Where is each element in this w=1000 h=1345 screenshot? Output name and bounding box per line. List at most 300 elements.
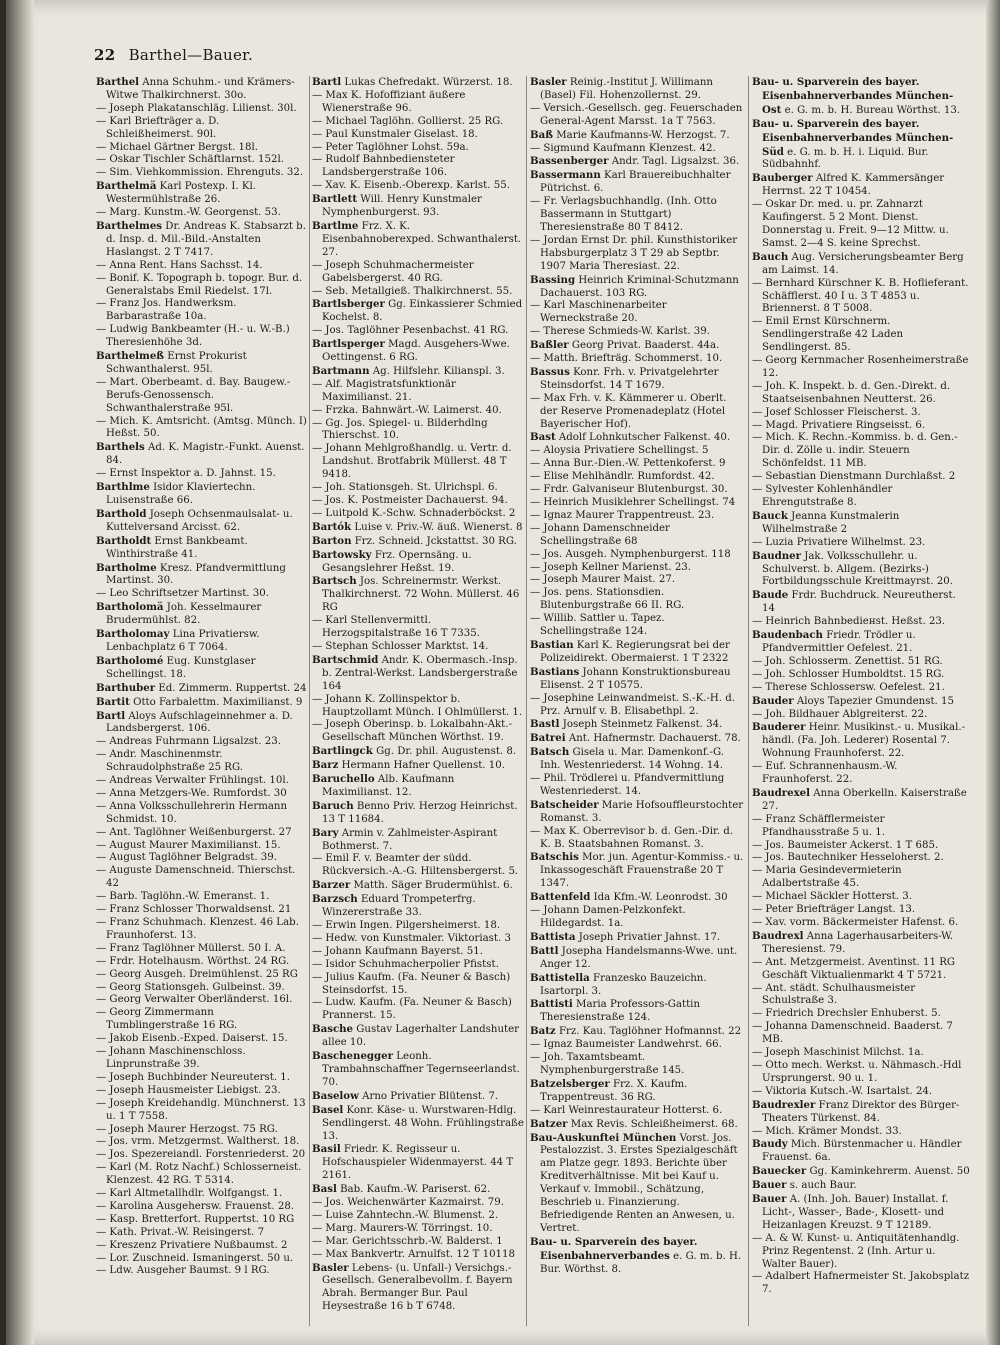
directory-entry: [530, 666, 745, 693]
book-spine: [6, 0, 34, 1345]
entry-surname: Bartlsberger: [312, 298, 385, 311]
entry-details: Bab. Kaufm.-W. Pariserst. 62.: [336, 1184, 491, 1196]
column-rule: [309, 76, 310, 1326]
entry-details: Eduard Trompeterfrg. Winzererstraße 33.: [322, 894, 476, 919]
directory-entry: [312, 694, 524, 720]
directory-entry: [530, 693, 745, 719]
entry-surname: Baudrexel: [752, 786, 811, 799]
entry-details: — Ludwig Bankbeamter (H.- u. W.-B.) Theresienhöhe 3d.: [96, 324, 290, 349]
directory-entry: [96, 1124, 308, 1137]
entry-details: — Georg Kernmacher Rosenheimerstraße 12.: [752, 355, 969, 379]
directory-entry: [312, 116, 524, 129]
entry-details: — Bernhard Kürschner K. B. Hoflieferant. Schäfflerst. 40 I u. 3 T 4853 u. Briennerst. 8 T 5008.: [752, 277, 969, 315]
entry-surname: Bartowsky: [312, 548, 372, 561]
directory-entry: [530, 1078, 745, 1105]
entry-surname: Bau- u. Sparverein des bayer. Eisenbahnerverbandes München-Süd: [752, 117, 954, 158]
entry-details: — Peter Briefträger Langst. 13.: [752, 904, 916, 916]
entry-details: Ernst Prokurist Schwanthalerst. 95l.: [106, 351, 247, 375]
column-4: [752, 76, 970, 1326]
entry-details: Frz. X. Kaufm. Trappentreust. 36 RG.: [540, 1078, 688, 1103]
entry-details: — Ernst Inspektor a. D. Jahnst. 15.: [96, 468, 276, 480]
directory-entry: [752, 1233, 970, 1272]
entry-details: — Ant. städt. Schulhausmeister Schulstraße 3.: [752, 982, 916, 1007]
directory-entry: [752, 1086, 970, 1099]
directory-entry: [312, 933, 524, 946]
directory-entry: [752, 1008, 970, 1021]
entry-details: Arno Privatier Blütenst. 7.: [358, 1090, 499, 1102]
entry-surname: Barzer: [312, 879, 351, 892]
entry-details: Frdr. Buchdruck. Neureutherst. 14: [762, 590, 956, 615]
entry-details: — Johann Maschinenschloss. Linprunstraße 39.: [96, 1046, 246, 1070]
directory-entry: [96, 891, 308, 904]
entry-details: Eug. Kunstglaser Schellingst. 18.: [106, 655, 256, 680]
entry-surname: Barzsch: [312, 893, 358, 906]
entry-details: Karl K. Regierungsrat bei der Polizeidirekt. Obermaierst. 1 T 2322: [540, 639, 730, 664]
entry-details: — Max Bankvertr. Arnulfst. 12 T 10118: [312, 1248, 516, 1260]
entry-details: Andr. Tagl. Ligsalzst. 36.: [608, 156, 740, 168]
entry-details: Konr. Frh. v. Privatgelehrter Steinsdorfst. 14 T 1679.: [540, 366, 719, 391]
entry-details: — Xav. K. Eisenb.-Oberexp. Karlst. 55.: [312, 180, 510, 192]
entry-details: — Leo Schriftsetzer Martinst. 30.: [96, 588, 269, 600]
directory-entry: [96, 142, 308, 155]
entry-surname: Barthuber: [96, 681, 156, 694]
directory-entry: [530, 732, 745, 746]
directory-entry: [96, 749, 308, 775]
entry-details: Maria Professors-Gattin Theresienstraße 124.: [540, 999, 701, 1024]
directory-entry: [96, 601, 308, 628]
directory-entry: [312, 260, 524, 286]
entry-details: Karl Brauereibuchhalter Pütrichst. 6.: [540, 170, 731, 195]
entry-surname: Batz: [530, 1025, 556, 1038]
entry-surname: Barthelmeß: [96, 350, 165, 363]
directory-entry: [530, 826, 745, 852]
directory-entry: [752, 420, 970, 433]
directory-entry: [96, 1253, 308, 1266]
entry-surname: Barthels: [96, 441, 145, 454]
entry-details: — Elise Mehlhändlr. Rumfordst. 42.: [530, 471, 715, 483]
directory-entry: [752, 172, 970, 199]
entry-details: — Kath. Privat.-W. Reisingerst. 7: [96, 1226, 265, 1238]
entry-details: Franz Direktor des Bürger-Theaters Türkenst. 84.: [762, 1099, 960, 1124]
entry-surname: Bassus: [530, 365, 570, 378]
entry-details: — Karl Weinrestaurateur Hotterst. 6.: [530, 1104, 723, 1116]
directory-entry: [96, 1149, 308, 1162]
directory-entry: [96, 682, 308, 696]
entry-details: — Mich. Krämer Mondst. 33.: [752, 1125, 902, 1137]
directory-entry: [312, 1249, 524, 1262]
entry-details: — Franz Taglöhner Müllerst. 50 I. A.: [96, 942, 286, 954]
directory-entry: [96, 1136, 308, 1149]
directory-entry: [752, 917, 970, 930]
directory-entry: [96, 377, 308, 416]
entry-details: — Hedw. von Kunstmaler. Viktoriast. 3: [312, 932, 511, 944]
entry-details: Gg. Kaminkehrerm. Auenst. 50: [806, 1166, 970, 1178]
directory-entry: [312, 180, 524, 193]
directory-entry: [752, 1099, 970, 1126]
entry-surname: Bartmann: [312, 364, 370, 377]
entry-details: Mor. jun. Agentur-Kommiss.- u. Inkassogeschäft Frauenstraße 20 T 1347.: [540, 852, 744, 890]
entry-details: — Aloysia Privatiere Schellingst. 5: [530, 445, 709, 457]
directory-entry: [312, 154, 524, 180]
directory-entry: [312, 365, 524, 379]
directory-entry: [312, 1210, 524, 1223]
entry-details: — Isidor Schuhmacherpolier Pfistst.: [312, 958, 499, 970]
entry-details: — Franz Jos. Handwerksm. Barbarastraße 10a.: [96, 298, 237, 323]
entry-details: Ad. K. Magistr.-Funkt. Auenst. 84.: [106, 442, 305, 467]
entry-details: — Heinrich Musiklehrer Schellingst. 74: [530, 497, 736, 508]
entry-details: — Jos. Taglöhner Pesenbachst. 41 RG.: [312, 325, 509, 337]
entry-details: — Maria Gesindevermieterin Adalbertstraße 45.: [752, 865, 902, 890]
directory-entry: [752, 589, 970, 616]
entry-details: — Peter Taglöhner Lohst. 59a.: [312, 141, 469, 153]
directory-entry: [312, 1236, 524, 1249]
directory-entry: [752, 118, 970, 173]
directory-entry: [530, 339, 745, 353]
entry-details: — Joh. Stationsgeh. St. Ulrichspl. 6.: [312, 482, 498, 494]
entry-details: Magd. Ausgehers-Wwe. Oettingenst. 6 RG.: [322, 339, 510, 364]
entry-details: e. G. m. b. H. Bur. Wörthst. 8.: [540, 1250, 742, 1275]
directory-entry: [530, 746, 745, 773]
entry-surname: Baudner: [752, 549, 801, 562]
directory-entry: [96, 994, 308, 1007]
directory-entry: [752, 761, 970, 787]
directory-entry: [530, 972, 745, 999]
entry-details: — Karolina Ausgehersw. Frauenst. 28.: [96, 1200, 295, 1212]
entry-details: — Karl Stellenvermittl. Herzogspitalstraße 16 T 7335.: [312, 615, 480, 640]
entry-details: — Joseph Kellner Marienst. 23.: [530, 561, 692, 573]
entry-details: — Magd. Privatiere Ringseisst. 6.: [752, 419, 926, 431]
entry-details: Kresz. Pfandvermittlung Martinst. 30.: [106, 562, 286, 587]
entry-details: — Karl Briefträger a. D. Schleißheimerst. 90l.: [96, 115, 220, 140]
directory-entry: [752, 1165, 970, 1179]
entry-details: — Mich. K. Amtsricht. (Amtsg. Münch. I) Heßst. 50.: [96, 415, 307, 440]
entry-details: Otto Farbalettm. Maximilianst. 9: [129, 696, 303, 708]
entry-details: — Kasp. Bretterfort. Ruppertst. 10 RG: [96, 1213, 295, 1225]
entry-details: — Jos. vrm. Metzgermst. Waltherst. 18.: [96, 1136, 300, 1148]
directory-entry: [312, 418, 524, 444]
entry-details: — Joseph Schuhmachermeister Gabelsbergerst. 40 RG.: [312, 259, 474, 284]
entry-details: Isidor Klaviertechn. Luisenstraße 66.: [106, 482, 256, 506]
directory-entry: [96, 154, 308, 167]
entry-surname: Batscheider: [530, 798, 599, 811]
entry-details: Friedr. K. Regisseur u. Hofschauspieler Widenmayerst. 44 T 2161.: [322, 1144, 514, 1182]
entry-surname: Battisti: [530, 998, 573, 1011]
directory-entry: [312, 1262, 524, 1315]
entry-details: — Andr. Maschinenmstr. Schraudolphstraße 25 RG.: [96, 749, 243, 774]
entry-details: — Joh. Schlosser Humboldtst. 15 RG.: [752, 668, 945, 680]
directory-entry: [530, 931, 745, 945]
directory-entry: [530, 497, 745, 510]
entry-details: Gisela u. Mar. Damenkonf.-G. Inh. Westenriederst. 14 Wohng. 14.: [540, 747, 724, 772]
entry-surname: Baß: [530, 128, 553, 141]
directory-entry: [312, 1143, 524, 1183]
entry-surname: Batsch: [530, 746, 570, 759]
directory-entry: [312, 1197, 524, 1210]
entry-details: — Luise Zahntechn.-W. Blumenst. 2.: [312, 1209, 499, 1221]
entry-surname: Barthelmes: [96, 219, 163, 232]
entry-details: — Marg. Maurers-W. Törringst. 10.: [312, 1222, 493, 1234]
entry-surname: Bauer: [752, 1179, 787, 1192]
entry-surname: Battista: [530, 930, 576, 943]
entry-details: — Friedrich Drechsler Enhuberst. 5.: [752, 1008, 941, 1020]
directory-entry: [530, 143, 745, 156]
directory-entry: [96, 1188, 308, 1201]
directory-entry: [312, 142, 524, 155]
directory-entry: [96, 273, 308, 299]
entry-details: — Joseph Maschinist Milchst. 1a.: [752, 1047, 924, 1059]
entry-surname: Baude: [752, 589, 789, 602]
entry-details: — Anna Rent. Hans Sachsst. 14.: [96, 259, 263, 271]
entry-details: Ed. Zimmerm. Ruppertst. 24: [155, 682, 307, 694]
directory-entry: [312, 893, 524, 920]
directory-entry: [752, 840, 970, 853]
directory-entry: [96, 441, 308, 468]
entry-details: — Karl Maschinenarbeiter Werneckstraße 20.: [530, 300, 667, 325]
entry-details: Heinrich Kriminal-Schutzmann Dachauerst. 103 RG.: [540, 274, 739, 299]
entry-surname: Barthel: [96, 76, 140, 88]
entry-details: — Stephan Schlosser Marktst. 14.: [312, 640, 489, 652]
entry-details: — Ant. Metzgermeist. Aventinst. 11 RG Geschäft Viktualienmarkt 4 T 5721.: [752, 956, 956, 981]
entry-details: — Erwin Ingen. Pilgersheimerst. 18.: [312, 920, 501, 931]
entry-details: — Jakob Eisenb.-Exped. Daiserst. 15.: [96, 1033, 288, 1045]
directory-entry: [530, 718, 745, 732]
directory-entry: [530, 103, 745, 129]
directory-entry: [530, 1025, 745, 1039]
entry-surname: Bastl: [530, 718, 560, 731]
directory-entry: [312, 972, 524, 998]
directory-entry: [752, 537, 970, 550]
entry-details: — Versich.-Gesellsch. geg. Feuerschaden General-Agent Marsst. 1a T 7563.: [530, 102, 743, 127]
directory-entry: [530, 366, 745, 393]
directory-entry: [752, 682, 970, 695]
entry-details: — Joseph Maurer Maist. 27.: [530, 574, 676, 586]
entry-surname: Baselow: [312, 1089, 359, 1102]
directory-entry: [752, 891, 970, 904]
entry-details: — Johann Mehlgroßhandlg. u. Vertr. d. Landshut. Brotfabrik Müllerst. 48 T 9418.: [312, 443, 512, 481]
directory-entry: [312, 1104, 524, 1144]
entry-surname: Batrei: [530, 732, 566, 745]
entry-details: — Therese Schlossersw. Oefelest. 21.: [752, 681, 945, 693]
entry-details: Max Revis. Schleißheimerst. 68.: [567, 1118, 738, 1130]
entry-details: — Adalbert Hafnermeister St. Jakobsplatz 7.: [752, 1271, 970, 1296]
directory-entry: [530, 562, 745, 575]
directory-entry: [752, 616, 970, 629]
entry-details: — Jordan Ernst Dr. phil. Kunsthistoriker Habsburgerplatz 3 T 29 ab Septbr. 1907 Maria Theresiast. 22.: [530, 234, 738, 272]
entry-details: — Sigmund Kaufmann Klenzest. 42.: [530, 142, 716, 154]
directory-entry: [530, 613, 745, 639]
directory-entry: [312, 827, 524, 854]
directory-entry: [752, 1060, 970, 1086]
entry-details: Will. Henry Kunstmaler Nymphenburgerst. 93.: [322, 194, 482, 219]
entry-details: — Georg Stationsgeh. Gulbeinst. 39.: [96, 981, 285, 993]
entry-details: — Otto mech. Werkst. u. Nähmasch.-Hdl Ursprungerst. 90 u. 1.: [752, 1059, 962, 1084]
entry-surname: Bartsch: [312, 575, 357, 588]
entry-details: Mich. Bürstenmacher u. Händler Frauenst. 6a.: [762, 1139, 962, 1164]
entry-details: Lukas Chefredakt. Würzerst. 18.: [341, 77, 513, 88]
entry-details: — Josephine Leinwandmeist. S.-K.-H. d. Prz. Arnulf v. B. Elisabethpl. 2.: [530, 692, 736, 717]
directory-entry: [530, 587, 745, 613]
entry-details: Alb. Kaufmann Maximilianst. 12.: [322, 774, 455, 798]
directory-entry: [96, 324, 308, 350]
directory-entry: [752, 1271, 970, 1297]
entry-surname: Bauderer: [752, 721, 806, 734]
directory-entry: [312, 1050, 524, 1090]
directory-entry: [530, 998, 745, 1025]
entry-details: — Xav. vorm. Bäckermeister Hafenst. 6.: [752, 917, 959, 928]
directory-entry: [530, 510, 745, 523]
directory-entry: [312, 719, 524, 745]
entry-details: — Emil Ernst Kürschnerm. Sendlingerstraße 42 Laden Sendlingerst. 85.: [752, 316, 904, 354]
entry-surname: Bauer: [752, 1193, 787, 1206]
entry-details: — Frdr. Hotelhausm. Wörthst. 24 RG.: [96, 955, 290, 967]
entry-surname: Barz: [312, 759, 339, 772]
directory-entry: [752, 695, 970, 709]
entry-details: — Jos. Ausgeh. Nymphenburgerst. 118: [530, 548, 731, 560]
entry-surname: Barton: [312, 534, 352, 547]
entry-details: — Ant. Taglöhner Weißenburgerst. 27: [96, 826, 292, 838]
directory-entry: [312, 495, 524, 508]
column-rule: [748, 76, 749, 1326]
directory-entry: [312, 773, 524, 800]
entry-details: Aloys Aufschlageinnehmer a. D. Landsbergerst. 106.: [106, 710, 293, 735]
directory-entry: [530, 1236, 745, 1277]
entry-surname: Bast: [530, 431, 556, 444]
entry-surname: Bartlett: [312, 193, 358, 206]
directory-entry: [96, 788, 308, 801]
directory-entry: [312, 379, 524, 405]
entry-surname: Baudrexl: [752, 929, 804, 942]
entry-surname: Basel: [312, 1103, 344, 1116]
directory-entry: [530, 155, 745, 169]
entry-details: Aloys Tapezier Gmundenst. 15: [793, 695, 954, 707]
entry-surname: Baruchello: [312, 773, 375, 786]
entry-details: — Max K. Oberrevisor b. d. Gen.-Dir. d. K. B. Staatsbahnen Romanst. 3.: [530, 825, 733, 850]
directory-entry: [312, 405, 524, 418]
directory-entry: [96, 801, 308, 827]
entry-details: Anna Lagerhausarbeiters-W. Theresienst. 79.: [762, 930, 954, 955]
directory-entry: [530, 169, 745, 196]
directory-entry: [752, 432, 970, 471]
page-edge: [986, 0, 1000, 1345]
entry-details: Matth. Säger Brudermühlst. 6.: [350, 880, 513, 892]
directory-entry: [96, 116, 308, 142]
entry-details: — Ldw. Ausgeher Baumst. 9 l RG.: [96, 1265, 270, 1277]
entry-details: — Jos. Weichenwärter Kazmairst. 79.: [312, 1197, 504, 1209]
entry-details: — Paul Kunstmaler Giselast. 18.: [312, 128, 478, 140]
directory-entry: [312, 521, 524, 535]
entry-details: — Sebastian Dienstmann Durchlaßst. 2: [752, 471, 956, 483]
entry-details: — Joseph Buchbinder Neureuterst. 1.: [96, 1071, 291, 1083]
entry-details: — Sylvester Kohlenhändler Ehrengutstraße 8.: [752, 484, 893, 508]
entry-surname: Basche: [312, 1023, 354, 1036]
directory-entry: [312, 920, 524, 933]
entry-details: — Joh. Taxamtsbeamt. Nymphenburgerstraße 145.: [530, 1052, 685, 1076]
directory-entry: [312, 76, 524, 90]
entry-details: Vorst. Jos. Pestalozzist. 3. Erstes Spezialgeschäft am Platze gegr. 1893. Berichte über Kreditverhältnisse. Mit bei Kauf u. Verkauf v. Immobil., Schätzung, Beschrieb u. Finanzierung. Befriedigende Renten an Anwesen, u. Vertret.: [540, 1132, 738, 1234]
directory-entry: [96, 696, 308, 710]
entry-surname: Bassing: [530, 273, 576, 286]
entry-surname: Bartl: [312, 76, 342, 88]
entry-surname: Baudrexler: [752, 1098, 816, 1111]
directory-entry: [312, 482, 524, 495]
entry-details: — Franz Schuhmach. Klenzest. 46 Lab. Fraunhoferst. 13.: [96, 917, 299, 941]
entry-details: Jak. Volksschullehr. u. Schulverst. b. Allgem. (Bezirks-) Fortbildungsschule Kreittmayrst. 20.: [762, 550, 953, 588]
entry-details: — Georg Zimmermann Tumblingerstraße 16 RG.: [96, 1007, 238, 1032]
directory-entry: [752, 484, 970, 510]
directory-entry: [96, 852, 308, 865]
directory-entry: [752, 656, 970, 669]
directory-entry: [96, 207, 308, 220]
entry-details: — Franz Schlosser Thorwaldsenst. 21: [96, 904, 292, 916]
entry-surname: Bastian: [530, 638, 574, 651]
directory-entry: [96, 982, 308, 995]
entry-surname: Bartschmid: [312, 653, 379, 666]
directory-entry: [96, 904, 308, 917]
directory-entry: [530, 445, 745, 458]
directory-entry: [96, 76, 308, 103]
entry-details: — Luitpold K.-Schw. Schnaderböckst. 2: [312, 507, 516, 519]
directory-entry: [96, 416, 308, 442]
directory-entry: [752, 381, 970, 407]
directory-entry: [96, 943, 308, 956]
directory-entry: [312, 443, 524, 482]
entry-details: Konr. Käse- u. Wurstwaren-Hdlg. Sendlingerst. 48 Wohn. Frühlingstraße 13.: [322, 1104, 524, 1142]
directory-entry: [312, 286, 524, 299]
directory-entry: [752, 904, 970, 917]
directory-entry: [752, 957, 970, 983]
entry-surname: Baschenegger: [312, 1050, 394, 1063]
entry-surname: Battenfeld: [530, 891, 591, 904]
entry-surname: Bauder: [752, 694, 794, 707]
directory-entry: [530, 353, 745, 366]
entry-details: Frz. X. K. Eisenbahnoberexped. Schwanthalerst. 27.: [322, 220, 522, 258]
entry-surname: Bau- u. Sparverein des bayer. Eisenbahnerverbandes München-Ost: [752, 76, 954, 116]
directory-entry: [752, 814, 970, 840]
entry-surname: Bartlme: [312, 219, 359, 232]
entry-details: Luise v. Priv.-W. äuß. Wienerst. 8: [351, 521, 523, 533]
directory-entry: [752, 550, 970, 590]
entry-details: — Georg Ausgeh. Dreimühlenst. 25 RG: [96, 968, 298, 980]
entry-details: — Johann Damenschneider Schellingstraße 68: [530, 522, 670, 547]
directory-entry: [530, 76, 745, 103]
directory-entry: [752, 510, 970, 537]
directory-entry: [530, 274, 745, 301]
directory-entry: [752, 1193, 970, 1233]
entry-surname: Bau- u. Sparverein des bayer. Eisenbahnerverbandes: [530, 1235, 698, 1262]
directory-entry: [530, 235, 745, 274]
directory-entry: [96, 655, 308, 682]
directory-entry: [312, 220, 524, 260]
entry-details: Dr. Andreas K. Stabsarzt b. d. Insp. d. Mil.-Bild.-Anstalten Haslangst. 2 T 7417.: [106, 220, 306, 258]
directory-entry: [312, 325, 524, 338]
entry-details: — Jos. Bautechniker Hesseloherst. 2.: [752, 852, 944, 864]
entry-details: — Mart. Oberbeamt. d. Bay. Baugew.-Berufs-Genossensch. Schwanthalerstraße 95l.: [96, 376, 291, 414]
entry-surname: Bartók: [312, 520, 352, 533]
directory-entry: [96, 298, 308, 324]
entry-details: — Johann Damen-Pelzkonfekt. Hildegardst. 1a.: [530, 905, 686, 929]
entry-surname: Basler: [312, 1261, 349, 1274]
directory-entry: [96, 481, 308, 508]
entry-details: — Joseph Plakatanschläg. Lilienst. 30l.: [96, 102, 297, 114]
directory-entry: [530, 129, 745, 143]
entry-details: — Josef Schlosser Fleischerst. 3.: [752, 406, 921, 418]
entry-details: e. G. m. b. H. i. Liquid. Bur. Südbahnhf.: [762, 146, 929, 171]
entry-details: — Andreas Verwalter Frühlingst. 10l.: [96, 775, 289, 787]
entry-details: — Luzia Privatiere Wilhelmst. 23.: [752, 536, 926, 548]
directory-entry: [96, 736, 308, 749]
entry-details: — Joh. K. Inspekt. b. d. Gen.-Direkt. d. Staatseisenbahnen Neutterst. 26.: [752, 380, 951, 405]
directory-entry: [752, 76, 970, 118]
